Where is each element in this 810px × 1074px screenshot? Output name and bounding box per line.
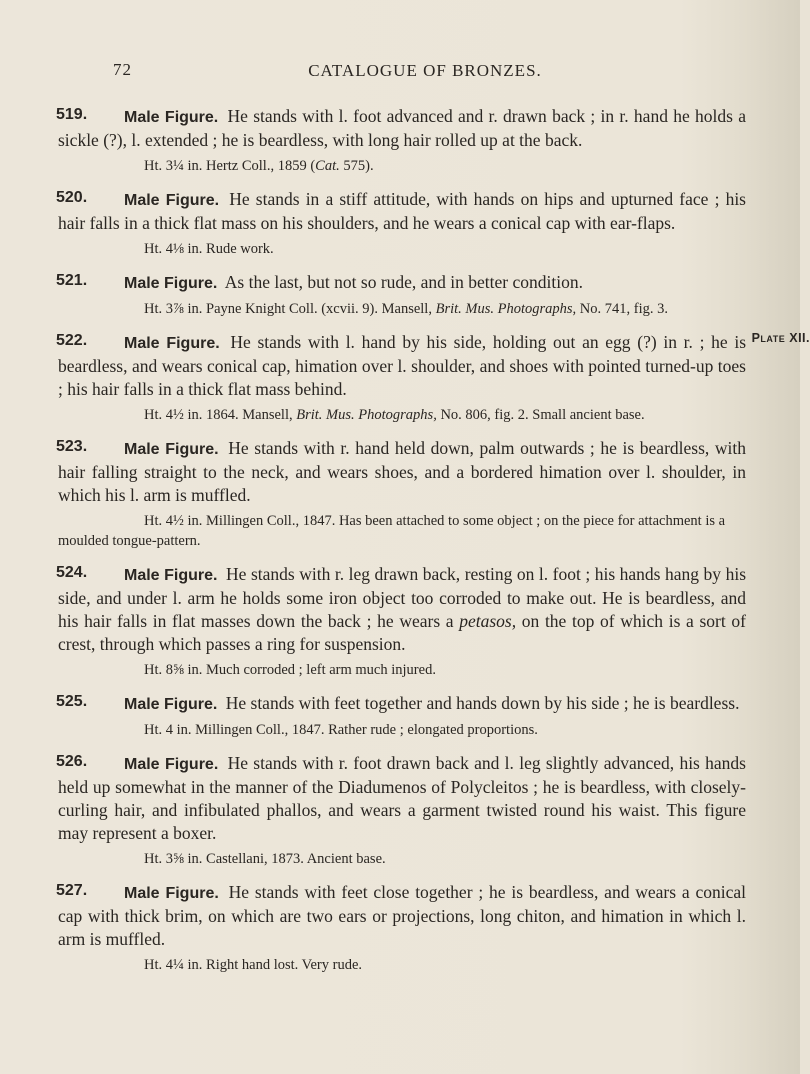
entry-number: 524. [56,564,88,581]
note-text: Ht. 4⅛ in. Rude work. [144,241,274,257]
running-title: CATALOGUE OF BRONZES. [308,61,542,80]
entry-text: As the last, but not so rude, and in better condition. [224,272,583,292]
entry-note [58,849,746,869]
entry-note [58,720,746,740]
entry-number: 527. [56,882,88,899]
note-text: No. 741, fig. 3. [576,301,669,317]
entry-text: He stands with feet together and hands down by his side ; he is beardless. [225,693,740,713]
entry-note [58,405,746,425]
note-text: Ht. 4½ in. 1864. Mansell, [144,407,297,423]
page-number: 72 [113,60,132,79]
entry-text: He stands with l. foot advanced and r. drawn back ; in r. hand he holds a sickle (?), l. extended ; he is beardless, with long hair rolled up at the back. [58,106,746,150]
entry-body [124,692,746,740]
catalogue-entry [56,188,746,259]
entry-body [124,271,746,319]
entry-description [58,752,746,845]
entry-title: Male Figure. [124,441,219,458]
entry-note [58,156,746,176]
entry-note [58,239,746,259]
entry-title: Male Figure. [124,885,219,902]
entry-description [58,692,746,716]
entry-number: 522. [56,332,88,349]
note-text: 575). [339,158,374,174]
entry-title: Male Figure. [124,275,218,292]
entry-text: He stands with r. leg drawn back, resting on l. foot ; his hands hang by his side, and under l. arm he holds some iron object too corroded to make out. He is beardless, and his hair falls in flat masses down the back ; he wears a [58,564,746,631]
entries-list [56,105,810,987]
entry-text: He stands with feet close together ; he is beardless, and wears a conical cap with thick brim, on which are two ears or projections, long chiton, and himation in which l. arm is muffled. [58,882,747,949]
entry-description [58,188,746,235]
note-text: Ht. 8⅝ in. Much corroded ; left arm much injured. [144,662,436,678]
entry-text: He stands with r. hand held down, palm outwards ; he is beardless, with hair falling straight to the neck, and wears shoes, and a bordered himation over l. shoulder, in which his l. arm is muffled. [58,438,747,505]
catalogue-entry [56,563,746,680]
note-text: Ht. 3⅞ in. Payne Knight Coll. (xcvii. 9). Mansell, [144,301,436,317]
note-text: Ht. 4¼ in. Right hand lost. Very rude. [144,957,363,973]
entry-title: Male Figure. [124,109,219,126]
entry-number: 526. [56,753,88,770]
entry-number: 523. [56,438,88,455]
entry-text: on the top of which is a sort of crest, through which passes a ring for suspension. [58,611,746,654]
entry-note [58,955,746,975]
note-text-italic: Brit. Mus. Photographs, [435,301,577,317]
note-text: No. 806, fig. 2. Small ancient base. [436,407,645,423]
entry-description [58,437,746,507]
catalogue-entry [56,752,746,869]
entry-note [58,299,746,319]
note-text: Ht. 4 in. Millingen Coll., 1847. Rather rude ; elongated proportions. [144,722,538,738]
entry-description [58,271,746,295]
entry-note [58,660,746,680]
note-text: Ht. 4½ in. Millingen Coll., 1847. Has been attached to some object ; on the piece for attachment is a moulded tongue-pattern. [58,513,726,549]
entry-text-italic: petasos, [459,611,517,631]
note-text-italic: Cat. [315,158,340,174]
catalogue-entry [56,692,746,740]
catalogue-entry [56,271,746,319]
note-text-italic: Brit. Mus. Photographs, [296,407,437,423]
entry-text: He stands in a stiff attitude, with hands on hips and upturned face ; his hair falls in a thick flat mass on his shoulders, and he wears a conical cap with ear-flaps. [58,189,746,233]
entry-description [58,105,746,152]
catalogue-entry [56,881,746,975]
plate-reference: Plate XII. [751,331,810,345]
entry-description [58,881,746,951]
entry-text: He stands with l. hand by his side, holding out an egg (?) in r. ; he is beardless, and wears conical cap, himation over l. shoulder, and shoes with pointed turned-up toes ; his hair falls in a thick flat mass behind. [58,332,746,399]
note-text: Ht. 3¼ in. Hertz Coll., 1859 ( [144,158,316,174]
entry-description [58,563,746,656]
catalogue-entry [56,105,746,176]
entry-number: 521. [56,272,88,289]
entry-title: Male Figure. [124,192,220,209]
entry-title: Male Figure. [124,696,218,713]
entry-description [58,331,746,401]
catalogue-entry [56,437,746,551]
catalogue-entry [56,331,810,425]
note-text: Ht. 3⅝ in. Castellani, 1873. Ancient base. [144,851,386,867]
entry-title: Male Figure. [124,567,218,584]
entry-number: 520. [56,189,88,206]
entry-note [58,511,746,551]
entry-title: Male Figure. [124,335,220,352]
entry-title: Male Figure. [124,756,219,773]
entry-number: 519. [56,106,88,123]
entry-text: He stands with r. foot drawn back and l. leg slightly advanced, his hands held up somewhat in the manner of the Diadumenos of Polycleitos ; he is beardless, with closely-curling hair, and infibulated phallos, and wears a garment twisted round his waist. This figure may represent a boxer. [58,753,746,843]
entry-number: 525. [56,693,88,710]
